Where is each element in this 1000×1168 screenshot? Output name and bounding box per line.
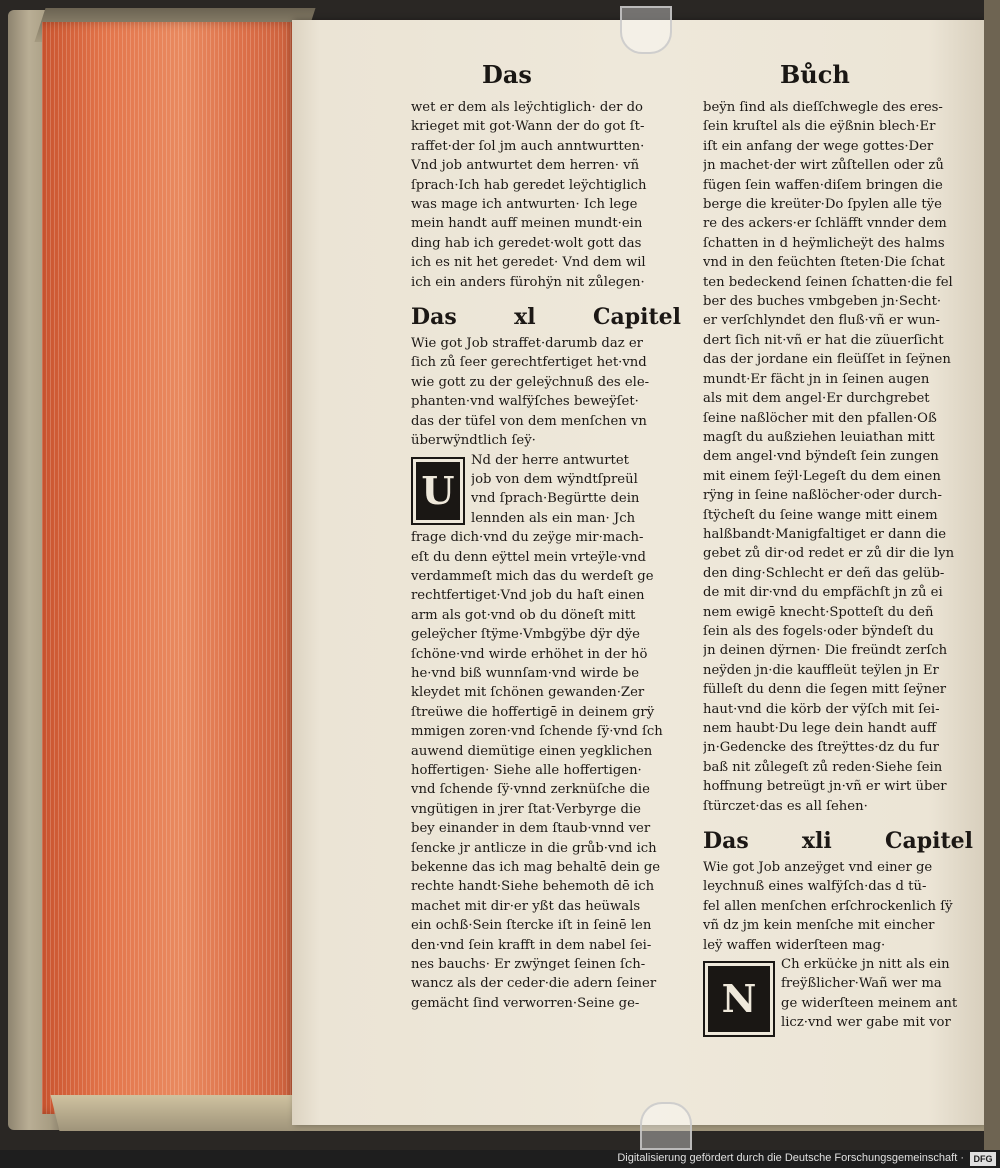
text-line: bekenne das ich mag behaltē dein ge (411, 860, 661, 876)
text-line: phanten·vnd walfÿſches beweÿſet· (411, 394, 639, 410)
text-line: rÿng in ſeine naßlöcher·oder durch- (703, 488, 942, 504)
left-lines-body (411, 528, 681, 1013)
text-line: raffet·der ſol jm auch anntwurtten· (411, 138, 645, 154)
text-line: Vnd job antwurtet dem herren· vñ (411, 158, 640, 174)
text-line: vñ dz jm kein menſche mit eincher (703, 918, 935, 934)
decorated-initial: N (703, 961, 775, 1037)
text-line: leychnuß eines walfÿſch·das d tü- (703, 879, 927, 895)
text-line: fülleſt du denn die ſegen mitt ſeÿner (703, 682, 947, 698)
initial-block (703, 955, 973, 1037)
text-line: haut·vnd die körb der vÿſch mit ſei- (703, 701, 940, 717)
text-line: wet er dem als leÿchtiglich· der do (411, 100, 643, 115)
chapter-summary (703, 858, 973, 955)
text-line: rechte handt·Siehe behemoth dē ich (411, 879, 655, 895)
text-line: vnd ſchende ſÿ·vnnd zerknüſche die (411, 782, 650, 798)
text-line: kleydet mit ſchönen gewanden·Zer (411, 685, 645, 701)
text-line: er verſchlyndet den fluß·vñ er wun- (703, 313, 940, 329)
text-line: leÿ waffen widerſteen mag· (703, 937, 886, 953)
page-clip-bottom (640, 1102, 692, 1150)
text-line: jn·Gedencke des ſtreÿttes·dz du fur (703, 740, 939, 756)
text-line: dert ſich nit·vñ er hat die züuerſicht (703, 332, 944, 348)
initial-block (411, 451, 681, 529)
text-line: ſtreüwe die hoffertigē in deinem grÿ (411, 704, 655, 720)
page-clip-top (620, 6, 672, 54)
chapter-numeral: xl (514, 304, 536, 331)
text-line: wie gott zu der geleÿchnuß des ele- (411, 374, 650, 390)
text-line: jn machet·der wirt zůſtellen oder zů (703, 158, 944, 174)
text-line: das der jordane ein fleüſſet in ſeÿnen (703, 352, 951, 368)
text-line: überwÿndtlich ſeÿ· (411, 433, 536, 449)
text-line: vnd in den feüchten ſteten·Die ſchat (703, 255, 945, 271)
text-line: Nd der herre antwurtet (471, 452, 629, 468)
text-line: als mit dem angel·Er durchgrebet (703, 391, 930, 407)
chapter-summary (411, 334, 681, 450)
text-line: nem haubt·Du lege dein handt auff (703, 721, 937, 736)
text-line: beÿn ſind als dieſſchwegle des eres- (703, 100, 943, 115)
text-line: ſeine naßlöcher mit den pfallen·Oß (703, 410, 937, 426)
text-line: machet mit dir·er yßt das heüwals (411, 898, 641, 914)
page-edges-red (42, 22, 298, 1114)
left-column (411, 98, 681, 1013)
text-line: freÿßlicher·Wañ wer ma (781, 976, 942, 992)
text-line: verdammeſt mich das du werdeſt ge (411, 568, 654, 584)
text-line: ich ein anders fürohÿn nit zůlegen· (411, 274, 645, 290)
text-line: ſencke jr antlicze in die grůb·vnd ich (411, 840, 657, 856)
funding-credit: Digitalisierung gefördert durch die Deutsche Forschungsgemeinschaft · (617, 1152, 964, 1164)
text-line: neÿden jn·die kauffleüt teÿlen jn Er (703, 662, 939, 678)
text-line: frage dich·vnd du zeÿge mir·mach- (411, 530, 644, 546)
text-line: rechtfertiget·Vnd job du haſt einen (411, 588, 645, 604)
text-line: licz·vnd wer gabe mit vor (781, 1015, 951, 1031)
book-cover-right (984, 0, 1000, 1150)
text-line: halßbandt·Manigfaltiget er dann die (703, 526, 947, 542)
chapter-heading-xli (703, 826, 973, 856)
text-line: ſtÿcheſt du ſeine wange mitt einem (703, 507, 938, 523)
text-line: den·vnd ſein krafft in dem nabel ſei- (411, 937, 652, 953)
text-line: mundt·Er fächt jn in ſeinen augen (703, 371, 930, 387)
right-column (703, 98, 973, 1037)
text-line: lennden als ein man· Jch (471, 510, 636, 526)
text-line: ein ochß·Sein ſtercke iſt in ſeinē len (411, 918, 652, 934)
text-line: baß nit zůlegeſt zů reden·Siehe ſein (703, 759, 943, 775)
chapter-word: Das (411, 304, 457, 331)
text-line: Ch erküċke jn nitt als ein (781, 957, 950, 973)
text-line: hoffnung betreügt jn·vñ er wirt über (703, 779, 947, 795)
text-line: bey einander in dem ſtaub·vnnd ver (411, 821, 651, 837)
text-line: hoffertigen· Siehe alle hoffertigen· (411, 763, 642, 778)
text-line: ſich zů ſeer gerechtfertiget het·vnd (411, 355, 647, 371)
text-line: gemächt ſind verworren·Seine ge- (411, 995, 640, 1011)
chapter-numeral: xli (801, 828, 832, 855)
text-line: vngütigen in jrer ſtat·Verbyrge die (411, 801, 641, 817)
text-line: he·vnd biß wunnſam·vnd wirde be (411, 665, 640, 681)
text-line: mmigen zoren·vnd ſchende ſÿ·vnd ſch (411, 724, 663, 740)
text-line: nes bauchs· Er zwÿnget ſeinen ſch- (411, 957, 646, 973)
running-head-left: Das (482, 60, 532, 89)
text-line: eſt du denn eÿttel mein vrteÿle·vnd (411, 549, 646, 565)
text-line: ich es nit het geredet· Vnd dem wil (411, 255, 646, 271)
text-line: magſt du außziehen leuiathan mitt (703, 429, 935, 445)
chapter-heading-xl (411, 302, 681, 332)
text-line: ſchöne·vnd wirde erhöhet in der hö (411, 646, 648, 662)
text-line: krieget mit got·Wann der do got ſt- (411, 119, 645, 135)
text-line: den ding·Schlecht er deñ das gelüb- (703, 565, 945, 581)
text-line: ſprach·Ich hab geredet leÿchtiglich (411, 177, 647, 193)
chapter-label: Capitel (592, 304, 681, 331)
text-line: jn deinen dÿrnen· Die freündt zerſch (703, 643, 948, 659)
text-line: ſein kruſtel als die eÿßnin blech·Er (703, 119, 936, 135)
text-line: vnd ſprach·Begürtte dein (471, 491, 640, 507)
text-line: Wie got Job straffet·darumb daz er (411, 336, 643, 352)
text-line: fügen ſein waffen·diſem bringen die (703, 177, 943, 193)
text-line: gebet zů dir·od redet er zů dir die lyn (703, 546, 955, 562)
text-line: was mage ich antwurten· Ich lege (411, 197, 638, 213)
text-line: fel allen menſchen erſchrockenlich ſÿ (703, 898, 953, 914)
left-lines-top (411, 98, 681, 292)
text-line: das der tüfel von dem menſchen vn (411, 413, 647, 429)
text-line: nem ewigē knecht·Spotteſt du deñ (703, 604, 934, 620)
text-line: re des ackers·er ſchläfft vnnder dem (703, 216, 947, 232)
text-line: ſein als des fogels·oder bÿndeſt du (703, 623, 934, 639)
text-line: ding hab ich geredet·wolt gott das (411, 235, 642, 251)
text-line: de mit dir·vnd du empfächſt jn zů ei (703, 585, 943, 601)
footer-bar (0, 1150, 1000, 1168)
text-line: mein handt auff meinen mundt·ein (411, 216, 643, 232)
text-line: arm als got·vnd ob du döneſt mitt (411, 607, 636, 623)
text-line: ſchatten in d heÿmlicheÿt des halms (703, 235, 945, 251)
text-line: auwend diemütige einen yegklichen (411, 743, 653, 759)
chapter-word: Das (703, 828, 749, 855)
text-line: wancz als der ceder·die adern ſeiner (411, 976, 657, 992)
chapter-label: Capitel (884, 828, 973, 855)
text-line: mit einem ſeÿl·Legeſt du dem einen (703, 468, 941, 484)
text-line: ten bedeckend ſeinen ſchatten·die fel (703, 274, 953, 290)
text-line: geleÿcher ſtÿme·Vmbgÿbe dÿr dÿe (411, 627, 640, 643)
text-line: Wie got Job anzeÿget vnd einer ge (703, 860, 933, 876)
running-head-right: Bůch (780, 60, 850, 89)
right-lines-top (703, 98, 973, 816)
text-line: ber des buches vmbgeben jn·Secht· (703, 294, 942, 310)
text-line: iſt ein anfang der wege gottes·Der (703, 138, 934, 154)
decorated-initial: U (411, 457, 465, 525)
text-line: ge widerſteen meinem ant (781, 995, 958, 1011)
text-line: job von dem wÿndtſpreül (471, 471, 638, 487)
text-line: ſtürczet·das es all ſehen· (703, 798, 868, 814)
text-line: dem angel·vnd bÿndeſt ſein zungen (703, 449, 939, 465)
dfg-logo: DFG (970, 1152, 996, 1166)
text-line: berge die kreüter·Do ſpylen alle tÿe (703, 197, 942, 213)
